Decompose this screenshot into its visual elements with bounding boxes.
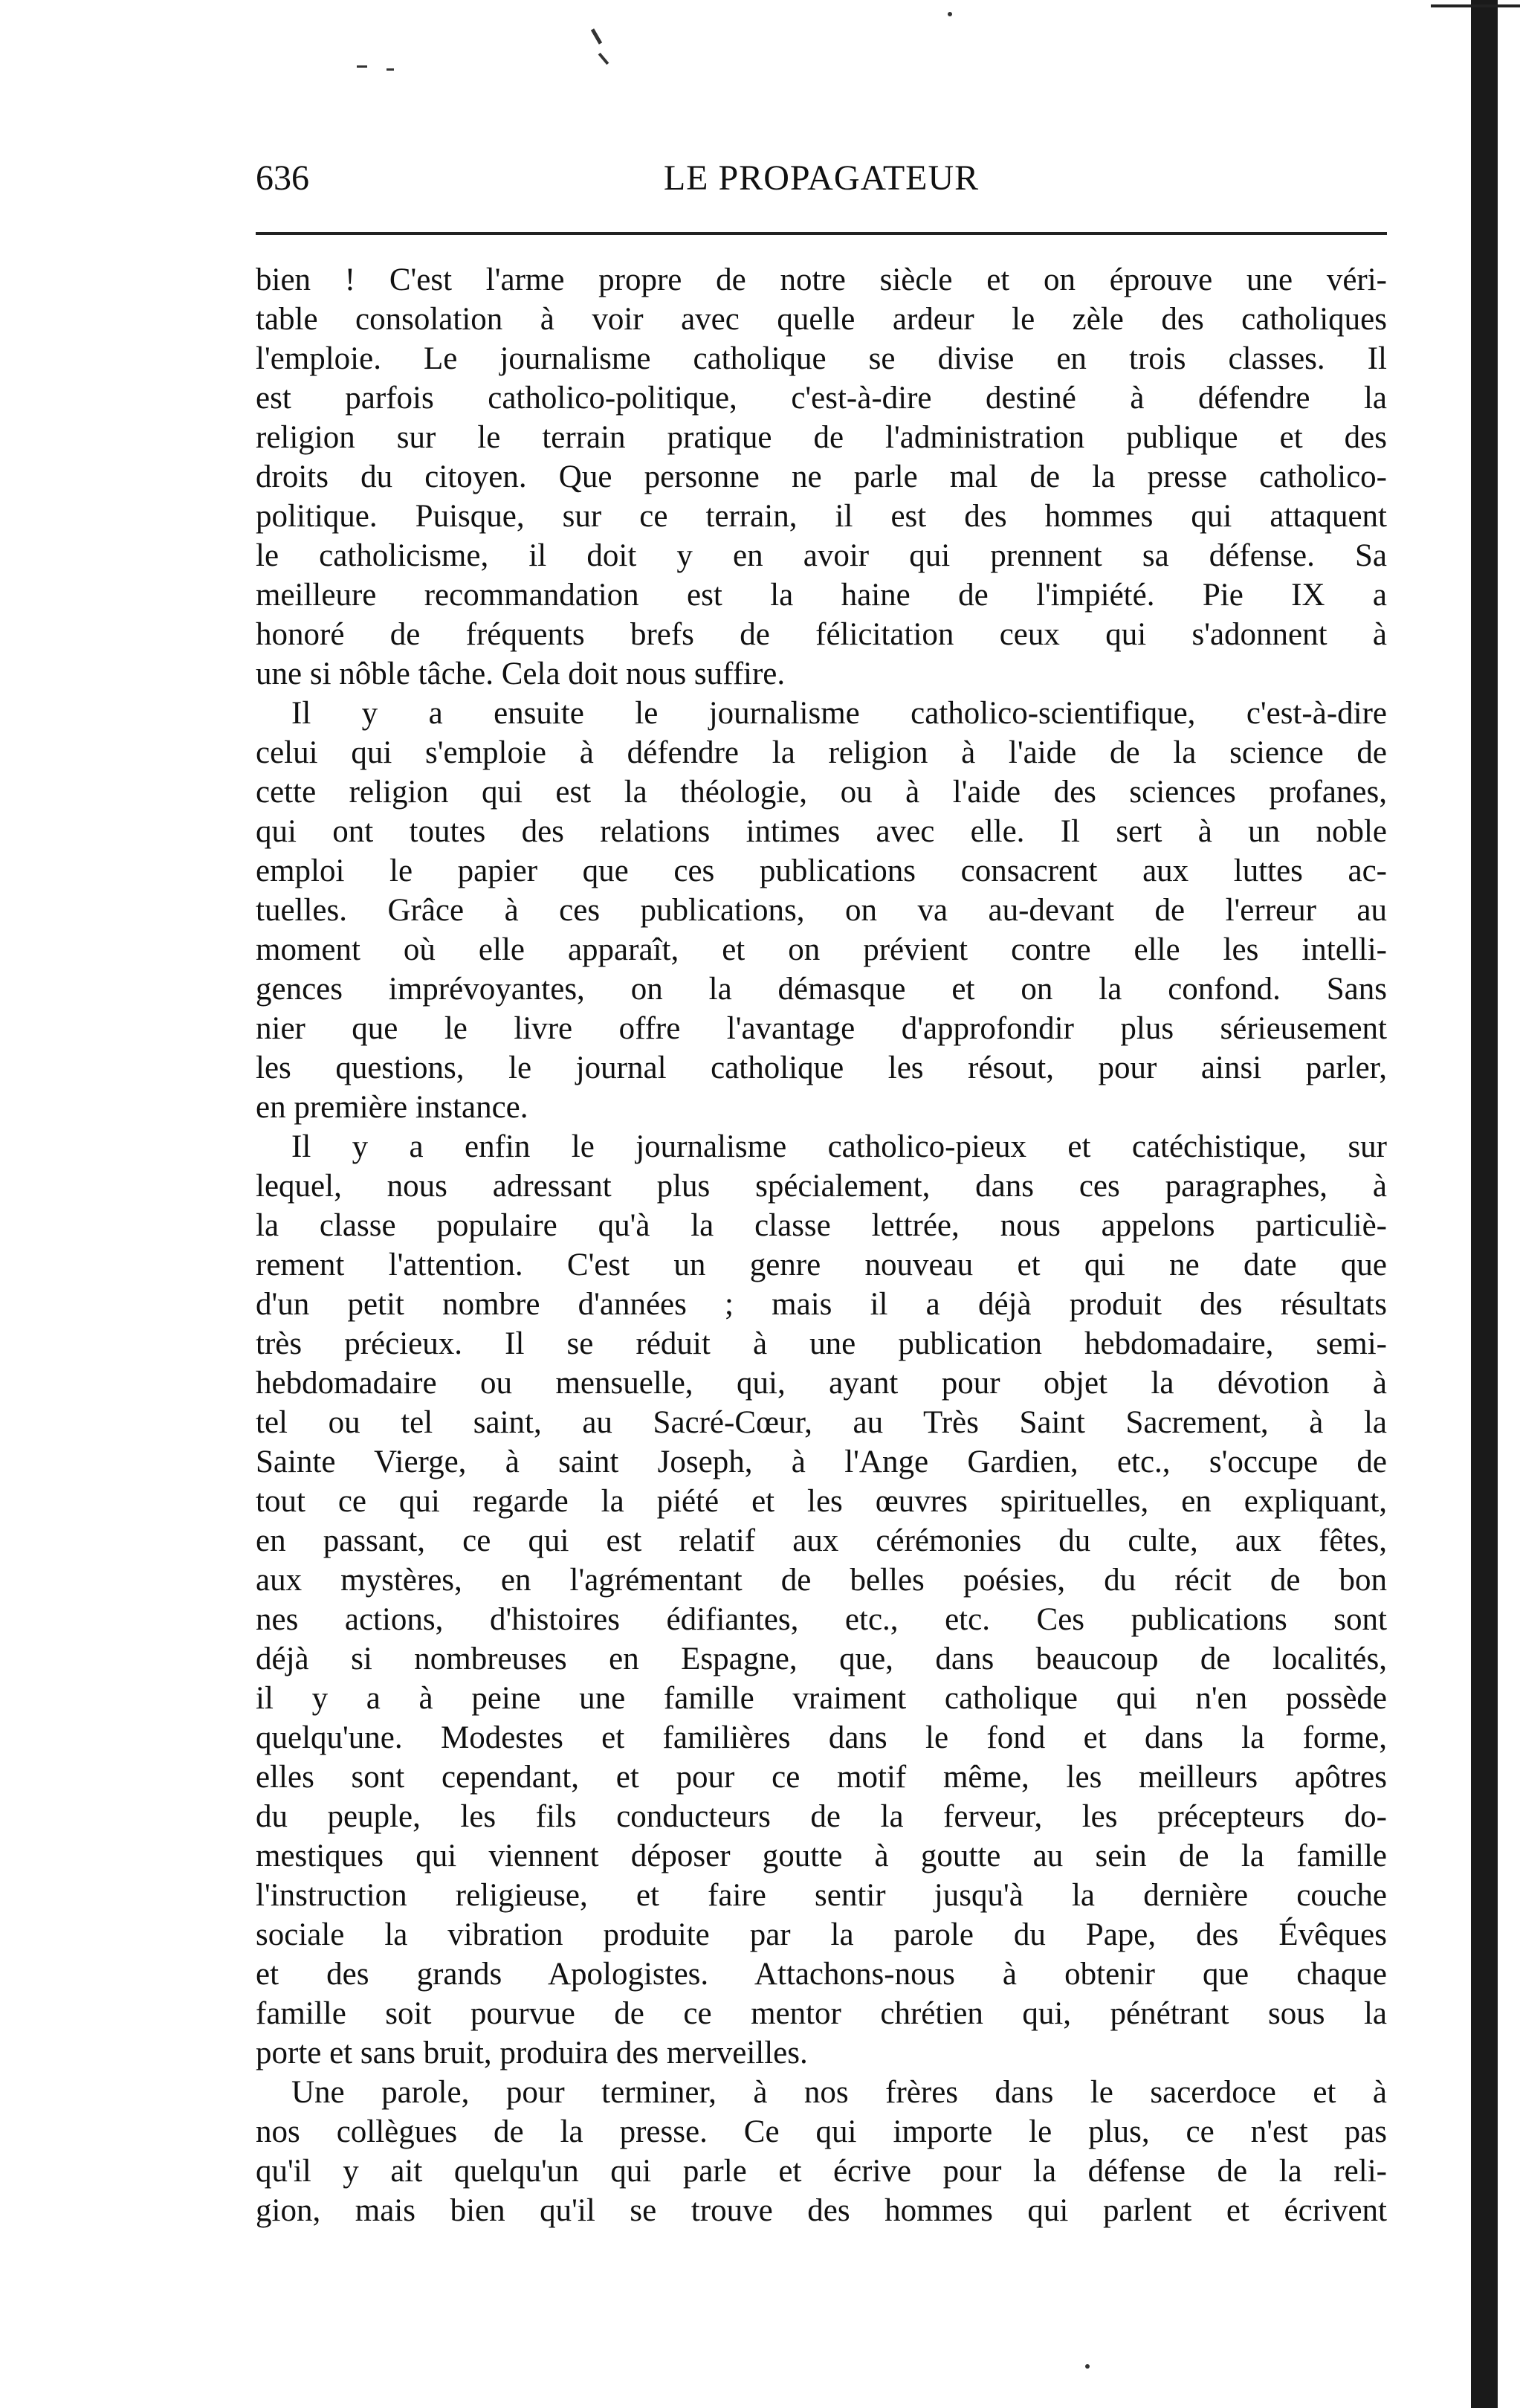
text-line: nier que le livre offre l'avantage d'approfondir plus sérieusement — [256, 1011, 1387, 1046]
text-line: qui ont toutes des relations intimes avec elle. Il sert à un noble — [256, 814, 1387, 849]
scan-speck — [591, 28, 602, 45]
text-line: il y a à peine une famille vraiment catholique qui n'en possède — [256, 1681, 1387, 1716]
text-line: Il y a enfin le journalisme catholico-pieux et catéchistique, sur — [291, 1129, 1387, 1164]
scan-speck — [357, 65, 367, 68]
paragraph — [256, 2073, 1387, 2230]
text-line: très précieux. Il se réduit à une publication hebdomadaire, semi- — [256, 1326, 1387, 1361]
page-header — [256, 152, 1387, 204]
text-line: cette religion qui est la théologie, ou à l'aide des sciences profanes, — [256, 775, 1387, 810]
text-line: sociale la vibration produite par la parole du Pape, des Évêques — [256, 1917, 1387, 1952]
paragraph — [256, 694, 1387, 1127]
text-line: tout ce qui regarde la piété et les œuvres spirituelles, en expliquant, — [256, 1484, 1387, 1519]
scan-speck — [598, 53, 609, 65]
text-line: gences imprévoyantes, on la démasque et on la confond. Sans — [256, 972, 1387, 1007]
text-line: une si nôble tâche. Cela doit nous suffire. — [256, 656, 786, 691]
header-rule — [256, 232, 1387, 235]
text-line: déjà si nombreuses en Espagne, que, dans beaucoup de localités, — [256, 1642, 1387, 1676]
text-line: qu'il y ait quelqu'un qui parle et écrive pour la défense de la reli- — [256, 2154, 1387, 2189]
page-number: 636 — [256, 158, 309, 198]
text-line: honoré de fréquents brefs de félicitation ceux qui s'adonnent à — [256, 617, 1387, 652]
text-line: Une parole, pour terminer, à nos frères dans le sacerdoce et à — [291, 2075, 1387, 2110]
text-line: rement l'attention. C'est un genre nouveau et qui ne date que — [256, 1247, 1387, 1282]
text-line: celui qui s'emploie à défendre la religion à l'aide de la science de — [256, 735, 1387, 770]
text-line: politique. Puisque, sur ce terrain, il est des hommes qui attaquent — [256, 499, 1387, 534]
text-line: bien ! C'est l'arme propre de notre siècle et on éprouve une véri- — [256, 262, 1387, 297]
text-line: gion, mais bien qu'il se trouve des hommes qui parlent et écrivent — [256, 2193, 1387, 2228]
text-line: l'instruction religieuse, et faire sentir jusqu'à la dernière couche — [256, 1878, 1387, 1913]
text-line: moment où elle apparaît, et on prévient contre elle les intelli- — [256, 932, 1387, 967]
text-line: le catholicisme, il doit y en avoir qui prennent sa défense. Sa — [256, 538, 1387, 573]
scan-speck — [1085, 2364, 1090, 2369]
text-line: mestiques qui viennent déposer goutte à goutte au sein de la famille — [256, 1839, 1387, 1873]
text-line: aux mystères, en l'agrémentant de belles poésies, du récit de bon — [256, 1563, 1387, 1598]
body-text — [256, 260, 1387, 2230]
text-line: nes actions, d'histoires édifiantes, etc., etc. Ces publications sont — [256, 1602, 1387, 1637]
running-head: LE PROPAGATEUR — [663, 158, 980, 198]
text-line: meilleure recommandation est la haine de l'impiété. Pie IX a — [256, 578, 1387, 613]
text-line: lequel, nous adressant plus spécialement, dans ces paragraphes, à — [256, 1169, 1387, 1204]
text-line: d'un petit nombre d'années ; mais il a déjà produit des résultats — [256, 1287, 1387, 1322]
text-line: tuelles. Grâce à ces publications, on va au-devant de l'erreur au — [256, 893, 1387, 928]
text-line: l'emploie. Le journalisme catholique se divise en trois classes. Il — [256, 341, 1387, 376]
text-line: est parfois catholico-politique, c'est-à-dire destiné à défendre la — [256, 381, 1387, 416]
text-line: la classe populaire qu'à la classe lettrée, nous appelons particuliè- — [256, 1208, 1387, 1243]
text-line: les questions, le journal catholique les résout, pour ainsi parler, — [256, 1050, 1387, 1085]
text-line: en passant, ce qui est relatif aux cérémonies du culte, aux fêtes, — [256, 1523, 1387, 1558]
text-line: droits du citoyen. Que personne ne parle mal de la presse catholico- — [256, 459, 1387, 494]
scan-speck — [948, 12, 952, 16]
text-line: tel ou tel saint, au Sacré-Cœur, au Très Saint Sacrement, à la — [256, 1405, 1387, 1440]
text-line: quelqu'une. Modestes et familières dans le fond et dans la forme, — [256, 1720, 1387, 1755]
page-binding-edge — [1471, 0, 1498, 2408]
text-line: porte et sans bruit, produira des merveilles. — [256, 2036, 808, 2070]
paragraph — [256, 260, 1387, 694]
text-line: elles sont cependant, et pour ce motif même, les meilleurs apôtres — [256, 1760, 1387, 1795]
text-line: religion sur le terrain pratique de l'administration publique et des — [256, 420, 1387, 455]
text-line: et des grands Apologistes. Attachons-nous à obtenir que chaque — [256, 1957, 1387, 1992]
scan-edge-mark — [1431, 4, 1520, 7]
text-line: hebdomadaire ou mensuelle, qui, ayant pour objet la dévotion à — [256, 1366, 1387, 1401]
paragraph — [256, 1127, 1387, 2073]
text-line: Sainte Vierge, à saint Joseph, à l'Ange Gardien, etc., s'occupe de — [256, 1445, 1387, 1479]
text-line: nos collègues de la presse. Ce qui importe le plus, ce n'est pas — [256, 2114, 1387, 2149]
text-line: en première instance. — [256, 1090, 528, 1125]
text-line: Il y a ensuite le journalisme catholico-scientifique, c'est-à-dire — [291, 696, 1387, 731]
text-line: du peuple, les fils conducteurs de la ferveur, les précepteurs do- — [256, 1799, 1387, 1834]
text-line: emploi le papier que ces publications consacrent aux luttes ac- — [256, 853, 1387, 888]
scan-speck — [387, 68, 394, 71]
text-line: table consolation à voir avec quelle ardeur le zèle des catholiques — [256, 302, 1387, 337]
text-line: famille soit pourvue de ce mentor chrétien qui, pénétrant sous la — [256, 1996, 1387, 2031]
